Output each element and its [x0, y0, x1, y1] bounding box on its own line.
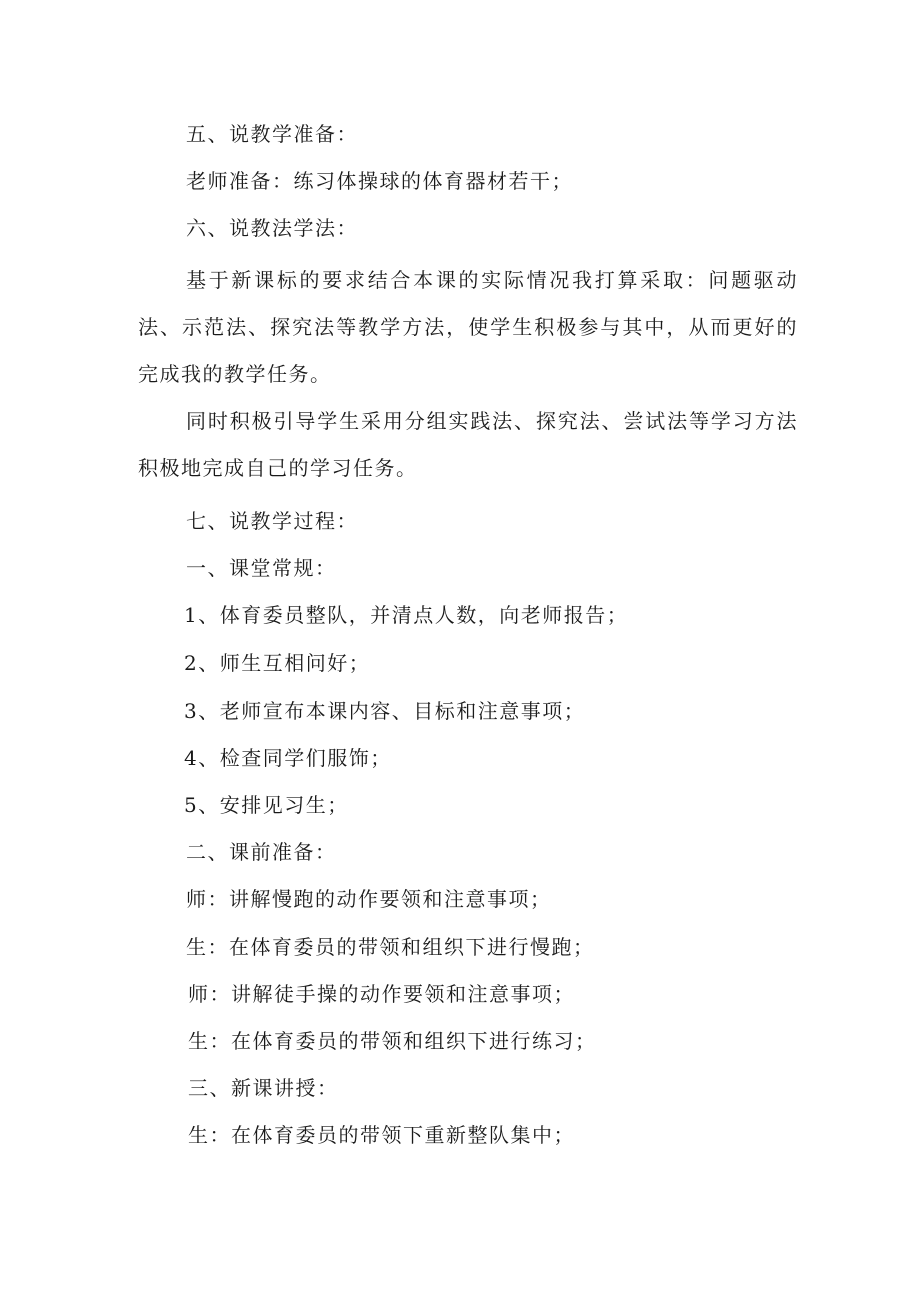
methods-paragraph: 基于新课标的要求结合本课的实际情况我打算采取：问题驱动法、示范法、探究法等教学方法，使学生积极参与其中，从而更好的完成我的教学任务。 [138, 268, 798, 386]
heading-pre-class-preparation: 二、课前准备： [186, 840, 337, 864]
heading-classroom-routine: 一、课堂常规： [186, 556, 337, 580]
heading-teaching-methods: 六、说教法学法： [186, 216, 358, 240]
heading-teaching-preparation: 五、说教学准备： [186, 122, 358, 146]
teacher-step: 师：讲解慢跑的动作要领和注意事项； [186, 887, 552, 911]
routine-item: 2、师生互相问好； [184, 651, 371, 675]
routine-item: 4、检查同学们服饰； [184, 746, 392, 770]
student-step: 生：在体育委员的带领和组织下进行慢跑； [186, 935, 595, 959]
learning-methods-paragraph: 同时积极引导学生采用分组实践法、探究法、尝试法等学习方法积极地完成自己的学习任务。 [138, 409, 798, 480]
student-step: 生：在体育委员的带领和组织下进行练习； [188, 1029, 597, 1053]
routine-item: 1、体育委员整队，并清点人数，向老师报告； [184, 603, 629, 627]
teacher-preparation-line: 老师准备：练习体操球的体育器材若干； [186, 169, 573, 193]
routine-item: 5、安排见习生； [184, 793, 349, 817]
routine-item: 3、老师宣布本课内容、目标和注意事项； [184, 699, 586, 723]
teacher-step: 师：讲解徒手操的动作要领和注意事项； [188, 982, 575, 1006]
heading-new-lesson: 三、新课讲授： [188, 1076, 339, 1100]
heading-teaching-process: 七、说教学过程： [186, 509, 358, 533]
student-step: 生：在体育委员的带领下重新整队集中； [188, 1123, 575, 1147]
